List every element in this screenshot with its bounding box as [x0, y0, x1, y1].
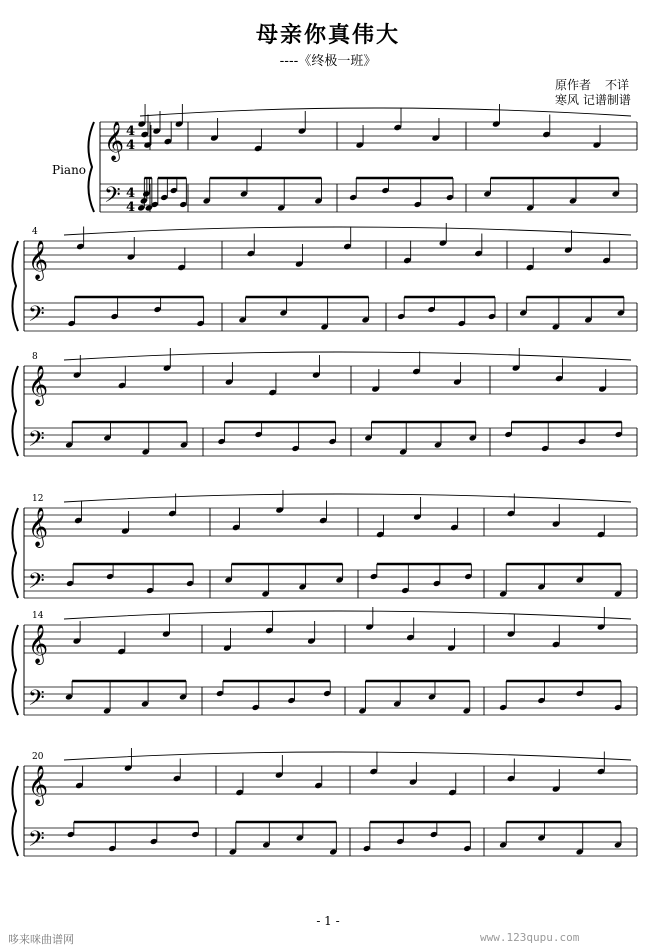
- measure-number: 8: [32, 352, 38, 362]
- slur: [64, 352, 631, 360]
- slur: [140, 108, 631, 116]
- composer-value: 不详: [605, 78, 630, 92]
- staff-system: [88, 104, 637, 215]
- time-signature-numerator: 4: [126, 124, 136, 139]
- bass-clef: 𝄢: [28, 827, 45, 857]
- treble-clef: 𝄞: [28, 624, 49, 664]
- measure-number: 20: [32, 752, 44, 762]
- measure-number: 14: [32, 611, 44, 621]
- treble-clef: 𝄞: [28, 507, 49, 547]
- staff-system: [12, 490, 637, 599]
- treble-clef: 𝄞: [28, 365, 49, 405]
- slur: [64, 611, 631, 619]
- composer-label: 原作者: [555, 78, 592, 92]
- brace: [12, 241, 18, 331]
- arranger-credit: 寒风 记谱制谱: [555, 93, 631, 107]
- footer-site-name: 哆来咪曲谱网: [8, 933, 74, 946]
- treble-clef: 𝄞: [104, 121, 125, 161]
- brace: [12, 625, 18, 715]
- bass-clef: 𝄢: [28, 569, 45, 599]
- time-signature-denominator: 4: [126, 138, 136, 153]
- score-title: 母亲你真伟大: [255, 23, 400, 48]
- bass-clef: 𝄢: [28, 686, 45, 716]
- bass-clef: 𝄢: [28, 427, 45, 457]
- treble-clef: 𝄞: [28, 240, 49, 280]
- staff-system: [12, 748, 637, 857]
- staff-system: [12, 348, 637, 457]
- treble-clef: 𝄞: [28, 765, 49, 805]
- staff-system: [12, 223, 637, 332]
- slur: [64, 494, 631, 502]
- brace: [12, 508, 18, 598]
- time-signature-numerator: 4: [126, 186, 136, 201]
- time-signature-denominator: 4: [126, 200, 136, 215]
- slur: [64, 227, 631, 235]
- page-number: - 1 -: [316, 914, 340, 928]
- measure-number: 12: [32, 494, 44, 504]
- slur: [64, 752, 631, 760]
- measure-number: 4: [32, 227, 38, 237]
- bass-clef: 𝄢: [28, 302, 45, 332]
- footer-site-url: www.123qupu.com: [480, 931, 580, 944]
- staff-system: [12, 607, 637, 716]
- brace: [12, 366, 18, 456]
- brace: [88, 122, 94, 212]
- brace: [12, 766, 18, 856]
- instrument-name: Piano: [52, 163, 87, 177]
- score-subtitle: ----《终极一班》: [279, 54, 377, 69]
- bass-clef: 𝄢: [104, 183, 121, 213]
